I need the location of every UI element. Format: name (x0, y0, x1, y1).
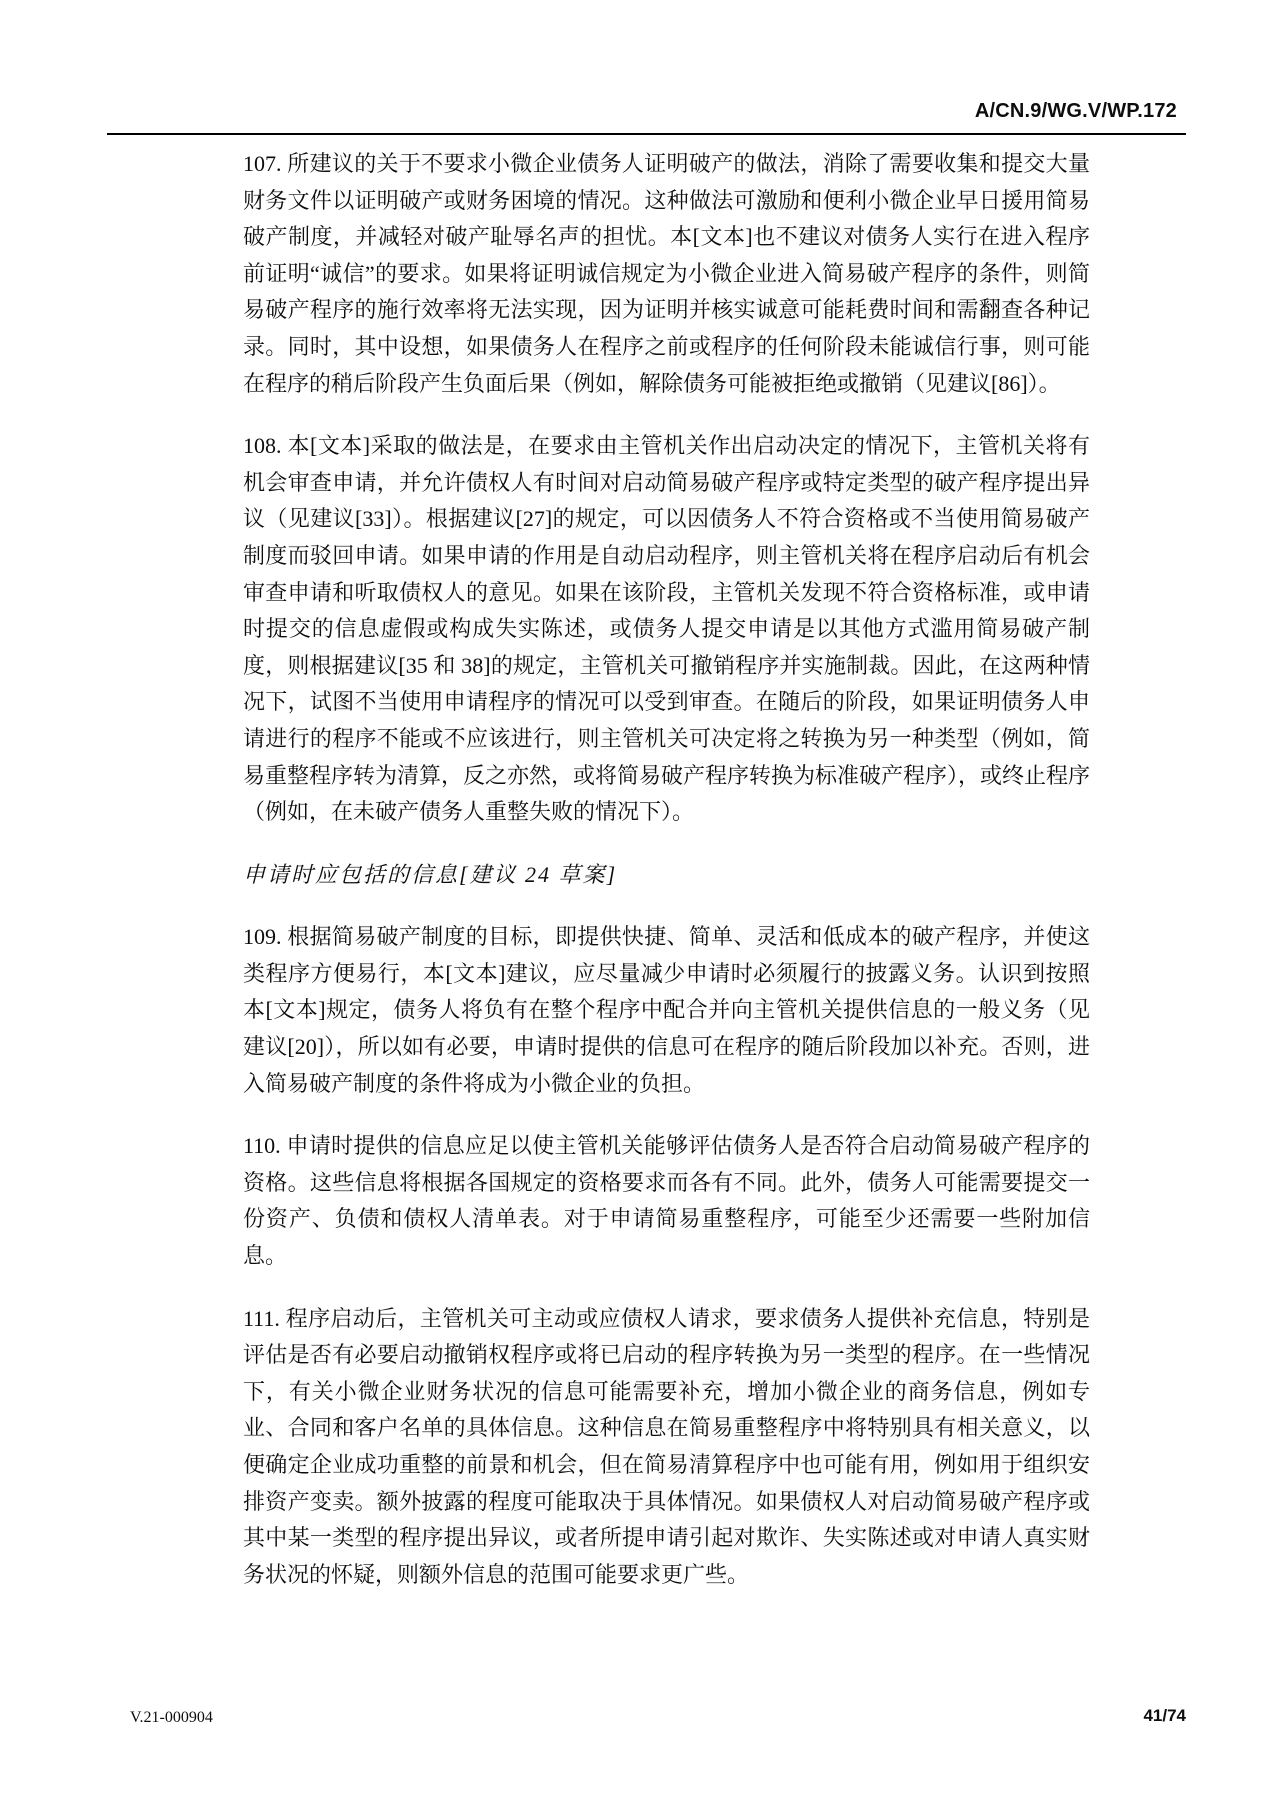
paragraph-107: 107. 所建议的关于不要求小微企业债务人证明破产的做法，消除了需要收集和提交大量财务文件以证明破产或财务困境的情况。这种做法可激励和便利小微企业早日援用简易破产制度，并减轻对破产耻辱名声的担忧。本[文本]也不建议对债务人实行在进入程序前证明“诚信”的要求。如果将证明诚信规定为小微企业进入简易破产程序的条件，则简易破产程序的施行效率将无法实现，因为证明并核实诚意可能耗费时间和需翻查各种记录。同时，其中设想，如果债务人在程序之前或程序的任何阶段未能诚信行事，则可能在程序的稍后阶段产生负面后果（例如，解除债务可能被拒绝或撤销（见建议[86]）。 (243, 151, 1090, 396)
paragraph-110: 110. 申请时提供的信息应足以使主管机关能够评估债务人是否符合启动简易破产程序的资格。这些信息将根据各国规定的资格要求而各有不同。此外，债务人可能需要提交一份资产、负债和债权人清单表。对于申请简易重整程序，可能至少还需要一些附加信息。 (243, 1133, 1090, 1269)
document-body (243, 146, 1090, 1619)
section-heading: 申请时应包括的信息[建议 24 草案] (243, 861, 618, 887)
footer-document-number: V.21-000904 (130, 1709, 213, 1726)
header-rule (107, 133, 1186, 135)
paragraph-109: 109. 根据简易破产制度的目标，即提供快捷、简单、灵活和低成本的破产程序，并使这类程序方便易行，本[文本]建议，应尽量减少申请时必须履行的披露义务。认识到按照本[文本]规定，债务人将负有在整个程序中配合并向主管机关提供信息的一般义务（见建议[20]），所以如有必要，申请时提供的信息可在程序的随后阶段加以补充。否则，进入简易破产制度的条件将成为小微企业的负担。 (243, 924, 1090, 1096)
paragraph-111: 111. 程序启动后，主管机关可主动或应债权人请求，要求债务人提供补充信息，特别是评估是否有必要启动撤销权程序或将已启动的程序转换为另一类型的程序。在一些情况下，有关小微企业财务状况的信息可能需要补充，增加小微企业的商务信息，例如专业、合同和客户名单的具体信息。这种信息在简易重整程序中将特别具有相关意义，以便确定企业成功重整的前景和机会，但在简易清算程序中也可能有用，例如用于组织安排资产变卖。额外披露的程度可能取决于具体情况。如果债权人对启动简易破产程序或其中某一类型的程序提出异议，或者所提申请引起对欺诈、失实陈述或对申请人真实财务状况的怀疑，则额外信息的范围可能要求更广些。 (243, 1305, 1090, 1587)
footer-page-number: 41/74 (1143, 1706, 1186, 1725)
document-symbol: A/CN.9/WG.V/WP.172 (974, 100, 1177, 122)
paragraph-108: 108. 本[文本]采取的做法是，在要求由主管机关作出启动决定的情况下，主管机关将有机会审查申请，并允许债权人有时间对启动简易破产程序或特定类型的破产程序提出异议（见建议[33]）。根据建议[27]的规定，可以因债务人不符合资格或不当使用简易破产制度而驳回申请。如果申请的作用是自动启动程序，则主管机关将在程序启动后有机会审查申请和听取债权人的意见。如果在该阶段，主管机关发现不符合资格标准，或申请时提交的信息虚假或构成失实陈述，或债务人提交申请是以其他方式滥用简易破产制度，则根据建议[35 和 38]的规定，主管机关可撤销程序并实施制裁。因此，在这两种情况下，试图不当使用申请程序的情况可以受到审查。在随后的阶段，如果证明债务人申请进行的程序不能或不应该进行，则主管机关可决定将之转换为另一种类型（例如，简易重整程序转为清算，反之亦然，或将简易破产程序转换为标准破产程序），或终止程序（例如，在未破产债务人重整失败的情况下）。 (243, 433, 1091, 825)
